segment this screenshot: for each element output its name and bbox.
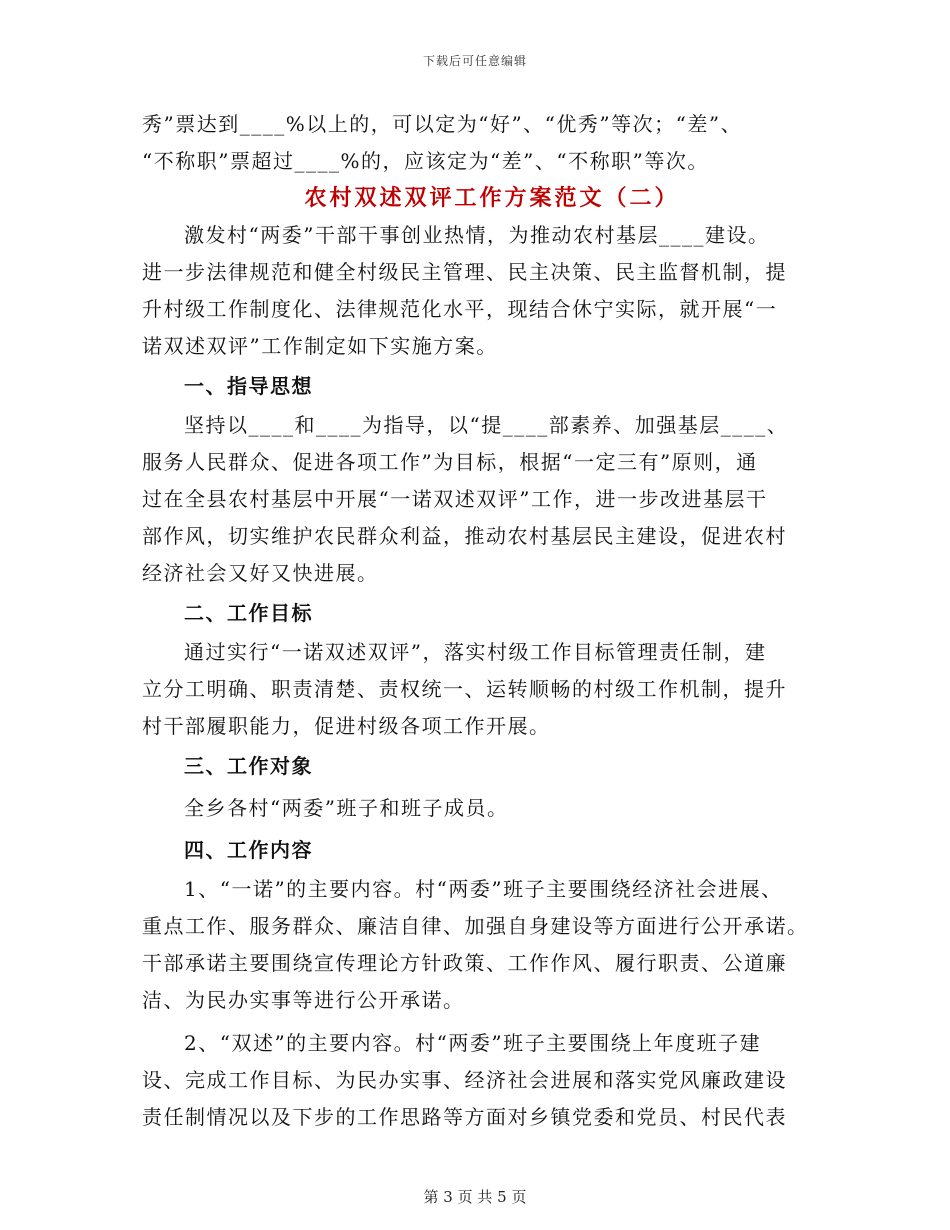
page-footer: 第 3 页 共 5 页	[423, 1188, 527, 1206]
heading-work-targets: 三、工作对象	[184, 754, 313, 778]
text-line: 立分工明确、职责清楚、责权统一、运转顺畅的村级工作机制，提升	[142, 677, 787, 701]
text-line: 设、完成工作目标、为民办实事、经济社会进展和落实党风廉政建设	[142, 1068, 787, 1092]
text-line: 责任制情况以及下步的工作思路等方面对乡镇党委和党员、村民代表	[142, 1105, 787, 1129]
text-line: 干部承诺主要围绕宣传理论方针政策、工作作风、履行职责、公道廉	[142, 951, 787, 975]
heading-work-content: 四、工作内容	[184, 838, 313, 862]
document-body	[142, 106, 832, 1136]
text-line: 部作风，切实维护农民群众利益，推动农村基层民主建设，促进农村	[142, 524, 787, 548]
heading-guiding-ideology: 一、指导思想	[184, 374, 313, 398]
text-line: 服务人民群众、促进各项工作”为目标，根据“一定三有”原则，通	[142, 450, 758, 474]
text-line: 升村级工作制度化、法律规范化水平，现结合休宁实际，就开展“一	[142, 297, 778, 321]
text-line: 村干部履职能力，促进村级各项工作开展。	[142, 714, 551, 738]
text-line: “不称职”票超过____%的，应该定为“差”、“不称职”等次。	[142, 149, 709, 173]
text-line: 1、“一诺”的主要内容。村“两委”班子主要围绕经济社会进展、	[184, 877, 783, 901]
text-line: 激发村“两委”干部干事创业热情，为推动农村基层____建设。	[184, 223, 770, 247]
text-line: 进一步法律规范和健全村级民主管理、民主决策、民主监督机制，提	[142, 260, 787, 284]
text-line: 洁、为民办实事等进行公开承诺。	[142, 988, 465, 1012]
text-line: 秀”票达到____%以上的，可以定为“好”、“优秀”等次；“差”、	[142, 112, 743, 136]
page-header: 下载后可任意编辑	[422, 54, 527, 68]
text-line: 重点工作、服务群众、廉洁自律、加强自身建设等方面进行公开承诺。	[142, 914, 809, 938]
text-line: 全乡各村“两委”班子和班子成员。	[184, 796, 509, 820]
text-line: 坚持以____和____为指导，以“提____部素养、加强基层____、	[184, 413, 789, 437]
text-line: 经济社会又好又快进展。	[142, 561, 379, 585]
section-title: 农村双述双评工作方案范文（二）	[304, 185, 680, 211]
text-line: 过在全县农村基层中开展“一诺双述双评”工作，进一步改进基层干	[142, 487, 768, 511]
text-line: 通过实行“一诺双述双评”，落实村级工作目标管理责任制，建	[184, 640, 767, 664]
text-line: 2、“双述”的主要内容。村“两委”班子主要围绕上年度班子建	[184, 1031, 762, 1055]
heading-work-goals: 二、工作目标	[184, 601, 313, 625]
text-line: 诺双述双评”工作制定如下实施方案。	[142, 334, 498, 358]
